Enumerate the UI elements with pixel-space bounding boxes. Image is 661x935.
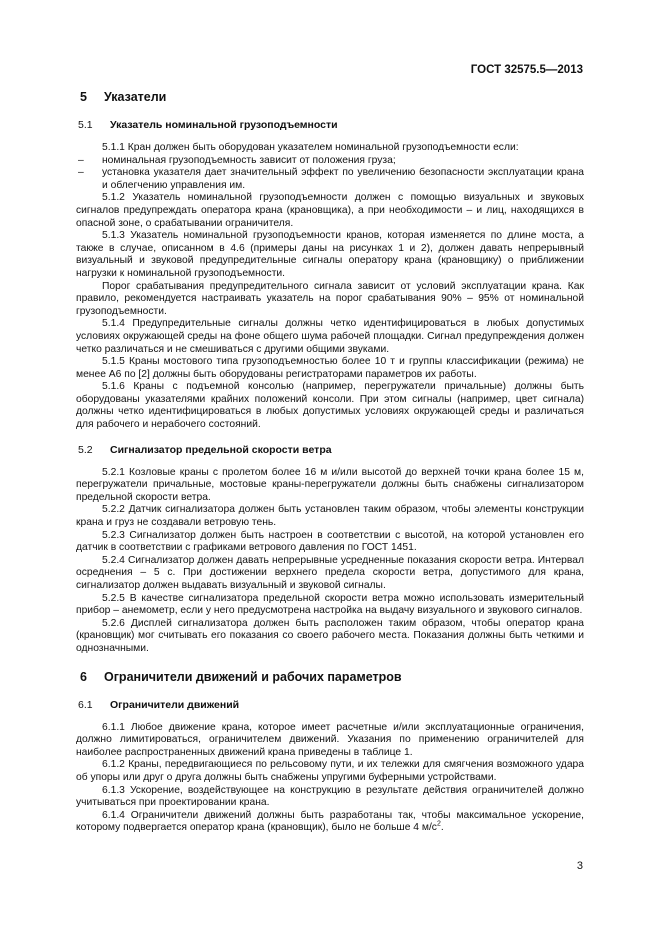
paragraph-5-2-4: 5.2.4 Сигнализатор должен давать непрерывные усредненные показания скорости ветра. Интервал осреднения – 5 с. При достижении верхнего предела скорости ветра, допустимого для крана, сигнализатор должен выдавать визуальный и звуковой сигналы. — [76, 554, 584, 591]
paragraph-5-1-5: 5.1.5 Краны мостового типа грузоподъемностью более 10 т и группы классификации (режима) не менее А6 по [2] должны быть оборудованы регистраторами параметров их работы. — [76, 356, 584, 380]
subsection-heading-5-1 — [76, 119, 584, 132]
list-item — [76, 167, 584, 192]
page-body — [76, 90, 584, 835]
paragraph-5-1-3: 5.1.3 Указатель номинальной грузоподъемности кранов, которая изменяется по длине моста, а также в случае, описанном в 4.6 (примеры даны на рисунках 1 и 2), должен давать непрерывный визуальный и звуковой предупредительные сигналы оператору крана (крановщику) о приближении нагрузки к номинальной грузоподъемности. — [76, 230, 584, 279]
document-code: ГОСТ 32575.5—2013 — [470, 64, 583, 76]
superscript: 2 — [436, 820, 441, 828]
dash-marker: – — [78, 167, 84, 179]
paragraph-end: . — [440, 822, 444, 834]
paragraph-5-2-3: 5.2.3 Сигнализатор должен быть настроен в соответствии с высотой, на которой установлен его датчик в соответствии с графиками ветрового давления по ГОСТ 1451. — [76, 529, 584, 554]
paragraph-6-1-4 — [76, 810, 584, 835]
dash-marker: – — [78, 154, 84, 166]
subsection-number: 5.1 — [78, 119, 93, 131]
section-number: 5 — [80, 90, 87, 104]
page-number: 3 — [576, 860, 583, 872]
paragraph-6-1-2: 6.1.2 Краны, передвигающиеся по рельсовому пути, и их тележки для смягчения возможного удара об упоры или друг о друга должны быть снабжены упругими буферными устройствами. — [76, 759, 584, 783]
section-number: 6 — [80, 669, 87, 684]
paragraph-5-1-4: 5.1.4 Предупредительные сигналы должны четко идентифицироваться в любых допустимых условиях окружающей среды на фоне общего шума рабочей площадки. Сигнал предупреждения должен четко различаться и не смешиваться с другими общими звуками. — [76, 318, 584, 355]
paragraph-6-1-1: 6.1.1 Любое движение крана, которое имеет расчетные и/или эксплуатационные ограничения, должно лимитироваться, ограничителем движений. Указания по применению ограничителей для наиболее распространенных движений крана приведены в таблице 1. — [76, 721, 584, 758]
section-title: Ограничители движений и рабочих параметров — [104, 669, 402, 684]
paragraph-6-1-3: 6.1.3 Ускорение, воздействующее на конструкцию в результате действия ограничителей должно учитываться при проектировании крана. — [76, 784, 584, 809]
subsection-heading-5-2 — [76, 444, 584, 457]
paragraph-5-1-3-threshold: Порог срабатывания предупредительного сигнала зависит от условий эксплуатации крана. Как правило, рекомендуется настраивать указатель на порог срабатывания 90% – 95% от номинальной грузоподъемности. — [76, 280, 584, 317]
subsection-number: 5.2 — [78, 443, 93, 456]
list-item-text: номинальная грузоподъемность зависит от положения груза; — [102, 154, 396, 166]
paragraph-5-2-5: 5.2.5 В качестве сигнализатора предельной скорости ветра можно использовать измерительный прибор – анемометр, если у него предусмотрена настройка на выдачу визуального и звукового сигналов. — [76, 592, 584, 617]
subsection-heading-6-1 — [76, 699, 584, 712]
section-heading-6 — [76, 670, 584, 685]
paragraph-5-2-6: 5.2.6 Дисплей сигнализатора должен быть расположен таким образом, чтобы оператор крана (крановщик) мог считывать его показания со своего рабочего места. Показания должны быть четкими и однозначными. — [76, 617, 584, 654]
subsection-title: Сигнализатор предельной скорости ветра — [110, 443, 332, 456]
subsection-title: Ограничители движений — [110, 698, 240, 711]
list-item-text: установка указателя дает значительный эффект по увеличению безопасности эксплуатации крана и облегчению управления им. — [102, 167, 584, 191]
subsection-title: Указатель номинальной грузоподъемности — [110, 119, 338, 131]
paragraph-text: 6.1.4 Ограничители движений должны быть разработаны так, чтобы максимальное ускорение, которому подвергается оператор крана (крановщик), было не больше 4 м/с — [76, 809, 584, 834]
paragraph-5-1-2: 5.1.2 Указатель номинальной грузоподъемности должен с помощью визуальных и звуковых сигналов предупреждать оператора крана (крановщика), а при необходимости – и лиц, находящихся в опасной зоне, о срабатывании ограничителя. — [76, 192, 584, 229]
paragraph-5-1-6: 5.1.6 Краны с подъемной консолью (например, перегружатели причальные) должны быть оборудованы указателями крайних положений консоли. При этом сигналы (например, цвет сигнала) должны четко идентифицироваться в любых допустимых условиях окружающей среды и различаться для рабочего и нерабочего состояний. — [76, 381, 584, 431]
section-heading-5 — [76, 90, 584, 105]
paragraph-5-2-1: 5.2.1 Козловые краны с пролетом более 16 м и/или высотой до верхней точки крана более 15 м, перегружатели причальные, мостовые краны-перегружатели должны быть снабжены сигнализатором предельной скорости ветра. — [76, 466, 584, 503]
list-item — [76, 155, 584, 168]
subsection-number: 6.1 — [78, 698, 93, 711]
section-title: Указатели — [104, 90, 167, 104]
paragraph-5-1-1: 5.1.1 Кран должен быть оборудован указателем номинальной грузоподъемности если: — [102, 142, 519, 153]
paragraph-5-2-2: 5.2.2 Датчик сигнализатора должен быть установлен таким образом, чтобы элементы конструкции крана и груз не создавали ветровую тень. — [76, 504, 584, 529]
